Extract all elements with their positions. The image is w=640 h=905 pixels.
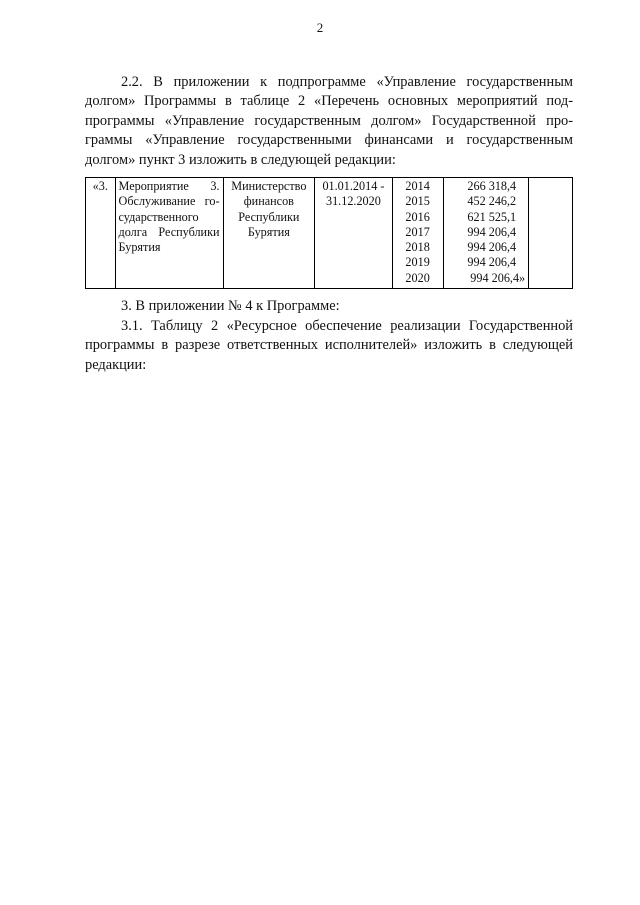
paragraph-line: программы «Управление государственным долгом» Государственной про- [85, 112, 573, 129]
measure-name-cell [115, 178, 223, 289]
paragraph-line: 3.1. Таблицу 2 «Ресурсное обеспечение реализации Государственной [121, 318, 573, 334]
paragraph-line: долгом» Программы в таблице 2 «Перечень основных мероприятий под- [85, 93, 573, 110]
item-number: «3. [92, 179, 108, 193]
period-line: 01.01.2014 - [322, 179, 385, 193]
measure-name-line: Мероприятие 3. [118, 179, 220, 193]
paragraph-line: программы в разрезе ответственных исполнителей» изложить в следующей [85, 337, 573, 354]
year-value: 2019 [405, 255, 430, 270]
page-number: 2 [316, 20, 324, 35]
executor-line: Министерство [231, 179, 307, 193]
measure-name-line: Бурятия [118, 240, 161, 255]
paragraph-line: долгом» пункт 3 изложить в следующей редакции: [85, 151, 396, 168]
amount-value: 621 525,1 [467, 209, 517, 224]
measure-name-line: долга Республики [118, 224, 220, 239]
years-cell [392, 178, 443, 289]
item-number-cell [86, 178, 116, 289]
amount-value: 994 206,4» [470, 270, 526, 285]
paragraph-2-2 [85, 73, 573, 170]
paragraph-3-1 [85, 317, 573, 375]
responsible-executor-cell [223, 178, 315, 289]
measures-table [85, 177, 573, 289]
paragraph-line: редакции: [85, 356, 147, 373]
paragraph-line: граммы «Управление государственными финансами и государственным [85, 132, 573, 149]
amount-value: 266 318,4 [467, 179, 517, 193]
amount-value: 994 206,4 [467, 224, 517, 239]
amount-value: 452 246,2 [467, 194, 517, 209]
table-row [86, 178, 573, 289]
amounts-cell [443, 178, 529, 289]
paragraph-line: 2.2. В приложении к подпрограмме «Управление государственным [121, 74, 573, 90]
executor-line: финансов [243, 194, 294, 209]
measure-name-line: Обслуживание го- [118, 194, 220, 209]
period-line: 31.12.2020 [325, 194, 381, 209]
executor-line: Республики [238, 209, 300, 224]
paragraph-3: 3. В приложении № 4 к Программе: [121, 298, 340, 314]
amount-value: 994 206,4 [467, 255, 517, 270]
executor-line: Бурятия [247, 224, 290, 239]
year-value: 2014 [405, 179, 430, 193]
year-value: 2018 [405, 240, 430, 255]
amount-value: 994 206,4 [467, 240, 517, 255]
measure-name-line: сударственного [118, 209, 199, 224]
empty-cell [529, 178, 573, 289]
year-value: 2016 [405, 209, 430, 224]
year-value: 2020 [405, 270, 430, 285]
period-cell [315, 178, 392, 289]
year-value: 2017 [405, 224, 430, 239]
year-value: 2015 [405, 194, 430, 209]
